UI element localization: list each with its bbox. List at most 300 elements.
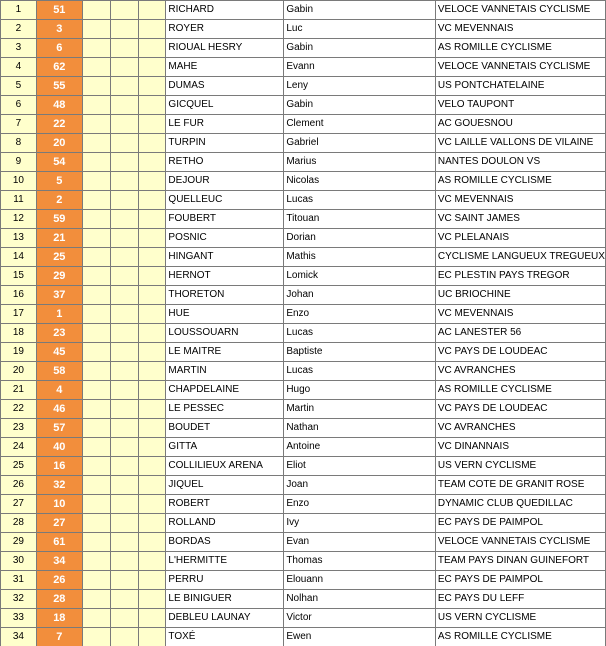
blank-cell [110, 571, 138, 590]
rank-cell: 34 [1, 628, 37, 646]
last-name-cell: LE MAITRE [166, 343, 284, 362]
last-name-cell: DUMAS [166, 77, 284, 96]
table-row [1, 1, 606, 20]
blank-cell [82, 1, 110, 20]
bib-cell: 59 [36, 210, 82, 229]
blank-cell [110, 419, 138, 438]
first-name-cell: Elouann [284, 571, 436, 590]
blank-cell [82, 457, 110, 476]
first-name-cell: Enzo [284, 305, 436, 324]
blank-cell [138, 286, 166, 305]
blank-cell [82, 210, 110, 229]
blank-cell [110, 58, 138, 77]
blank-cell [138, 400, 166, 419]
blank-cell [138, 571, 166, 590]
club-cell: VC PAYS DE LOUDEAC [435, 343, 605, 362]
table-row [1, 58, 606, 77]
blank-cell [138, 305, 166, 324]
last-name-cell: RIOUAL HESRY [166, 39, 284, 58]
club-cell: UC BRIOCHINE [435, 286, 605, 305]
blank-cell [82, 362, 110, 381]
blank-cell [82, 20, 110, 39]
rank-cell: 22 [1, 400, 37, 419]
first-name-cell: Lucas [284, 324, 436, 343]
blank-cell [138, 96, 166, 115]
first-name-cell: Baptiste [284, 343, 436, 362]
blank-cell [138, 153, 166, 172]
blank-cell [110, 457, 138, 476]
club-cell: DYNAMIC CLUB QUEDILLAC [435, 495, 605, 514]
first-name-cell: Johan [284, 286, 436, 305]
rank-cell: 29 [1, 533, 37, 552]
first-name-cell: Victor [284, 609, 436, 628]
bib-cell: 21 [36, 229, 82, 248]
blank-cell [110, 305, 138, 324]
blank-cell [110, 229, 138, 248]
rank-cell: 21 [1, 381, 37, 400]
blank-cell [82, 533, 110, 552]
rank-cell: 1 [1, 1, 37, 20]
first-name-cell: Luc [284, 20, 436, 39]
blank-cell [110, 39, 138, 58]
rank-cell: 11 [1, 191, 37, 210]
club-cell: VELOCE VANNETAIS CYCLISME [435, 533, 605, 552]
bib-cell: 26 [36, 571, 82, 590]
blank-cell [82, 58, 110, 77]
rank-cell: 9 [1, 153, 37, 172]
blank-cell [110, 628, 138, 646]
table-row [1, 590, 606, 609]
club-cell: VC AVRANCHES [435, 362, 605, 381]
last-name-cell: ROYER [166, 20, 284, 39]
bib-cell: 6 [36, 39, 82, 58]
blank-cell [138, 552, 166, 571]
rank-cell: 32 [1, 590, 37, 609]
first-name-cell: Martin [284, 400, 436, 419]
blank-cell [110, 590, 138, 609]
table-row [1, 96, 606, 115]
blank-cell [138, 229, 166, 248]
blank-cell [138, 20, 166, 39]
club-cell: AS ROMILLE CYCLISME [435, 381, 605, 400]
table-row [1, 172, 606, 191]
club-cell: EC PAYS DU LEFF [435, 590, 605, 609]
blank-cell [110, 153, 138, 172]
bib-cell: 4 [36, 381, 82, 400]
last-name-cell: LE FUR [166, 115, 284, 134]
first-name-cell: Evan [284, 533, 436, 552]
table-row [1, 628, 606, 646]
blank-cell [138, 495, 166, 514]
first-name-cell: Leny [284, 77, 436, 96]
first-name-cell: Eliot [284, 457, 436, 476]
club-cell: VC MEVENNAIS [435, 305, 605, 324]
bib-cell: 55 [36, 77, 82, 96]
blank-cell [138, 476, 166, 495]
rank-cell: 18 [1, 324, 37, 343]
bib-cell: 61 [36, 533, 82, 552]
bib-cell: 28 [36, 590, 82, 609]
last-name-cell: ROBERT [166, 495, 284, 514]
blank-cell [110, 400, 138, 419]
last-name-cell: QUELLEUC [166, 191, 284, 210]
blank-cell [82, 286, 110, 305]
table-row [1, 533, 606, 552]
rank-cell: 17 [1, 305, 37, 324]
club-cell: VC DINANNAIS [435, 438, 605, 457]
rank-cell: 7 [1, 115, 37, 134]
last-name-cell: COLLILIEUX ARENA [166, 457, 284, 476]
bib-cell: 22 [36, 115, 82, 134]
club-cell: VELOCE VANNETAIS CYCLISME [435, 1, 605, 20]
first-name-cell: Lucas [284, 191, 436, 210]
first-name-cell: Nicolas [284, 172, 436, 191]
club-cell: VC PLELANAIS [435, 229, 605, 248]
blank-cell [82, 400, 110, 419]
blank-cell [82, 628, 110, 646]
blank-cell [138, 172, 166, 191]
blank-cell [138, 590, 166, 609]
last-name-cell: ROLLAND [166, 514, 284, 533]
table-row [1, 400, 606, 419]
blank-cell [138, 58, 166, 77]
club-cell: VC AVRANCHES [435, 419, 605, 438]
last-name-cell: GICQUEL [166, 96, 284, 115]
blank-cell [82, 476, 110, 495]
blank-cell [138, 628, 166, 646]
last-name-cell: BORDAS [166, 533, 284, 552]
blank-cell [110, 362, 138, 381]
bib-cell: 1 [36, 305, 82, 324]
bib-cell: 40 [36, 438, 82, 457]
table-row [1, 134, 606, 153]
blank-cell [110, 20, 138, 39]
table-row [1, 457, 606, 476]
bib-cell: 29 [36, 267, 82, 286]
club-cell: TEAM PAYS DINAN GUINEFORT [435, 552, 605, 571]
table-row [1, 267, 606, 286]
table-row [1, 514, 606, 533]
blank-cell [110, 210, 138, 229]
blank-cell [138, 457, 166, 476]
blank-cell [138, 324, 166, 343]
first-name-cell: Nathan [284, 419, 436, 438]
last-name-cell: HERNOT [166, 267, 284, 286]
rank-cell: 8 [1, 134, 37, 153]
blank-cell [138, 362, 166, 381]
rank-cell: 3 [1, 39, 37, 58]
bib-cell: 32 [36, 476, 82, 495]
blank-cell [138, 191, 166, 210]
table-row [1, 305, 606, 324]
table-row [1, 552, 606, 571]
bib-cell: 3 [36, 20, 82, 39]
blank-cell [82, 609, 110, 628]
table-row [1, 438, 606, 457]
table-row [1, 210, 606, 229]
blank-cell [82, 343, 110, 362]
table-row [1, 362, 606, 381]
blank-cell [82, 305, 110, 324]
last-name-cell: L'HERMITTE [166, 552, 284, 571]
blank-cell [138, 514, 166, 533]
blank-cell [82, 191, 110, 210]
last-name-cell: TURPIN [166, 134, 284, 153]
blank-cell [138, 533, 166, 552]
first-name-cell: Titouan [284, 210, 436, 229]
rank-cell: 19 [1, 343, 37, 362]
blank-cell [138, 438, 166, 457]
blank-cell [138, 115, 166, 134]
last-name-cell: LE BINIGUER [166, 590, 284, 609]
club-cell: AS ROMILLE CYCLISME [435, 172, 605, 191]
bib-cell: 25 [36, 248, 82, 267]
blank-cell [138, 419, 166, 438]
last-name-cell: HINGANT [166, 248, 284, 267]
table-row [1, 381, 606, 400]
last-name-cell: MAHE [166, 58, 284, 77]
table-row [1, 419, 606, 438]
blank-cell [138, 381, 166, 400]
club-cell: VC PAYS DE LOUDEAC [435, 400, 605, 419]
rank-cell: 12 [1, 210, 37, 229]
blank-cell [82, 495, 110, 514]
rank-cell: 24 [1, 438, 37, 457]
bib-cell: 5 [36, 172, 82, 191]
first-name-cell: Joan [284, 476, 436, 495]
blank-cell [82, 419, 110, 438]
blank-cell [110, 172, 138, 191]
blank-cell [138, 267, 166, 286]
blank-cell [110, 324, 138, 343]
last-name-cell: JIQUEL [166, 476, 284, 495]
blank-cell [138, 210, 166, 229]
last-name-cell: CHAPDELAINE [166, 381, 284, 400]
club-cell: VC MEVENNAIS [435, 20, 605, 39]
last-name-cell: BOUDET [166, 419, 284, 438]
first-name-cell: Hugo [284, 381, 436, 400]
first-name-cell: Gabin [284, 1, 436, 20]
rank-cell: 27 [1, 495, 37, 514]
first-name-cell: Gabin [284, 39, 436, 58]
club-cell: EC PAYS DE PAIMPOL [435, 514, 605, 533]
blank-cell [110, 96, 138, 115]
blank-cell [110, 267, 138, 286]
blank-cell [82, 267, 110, 286]
rank-cell: 13 [1, 229, 37, 248]
blank-cell [110, 514, 138, 533]
bib-cell: 48 [36, 96, 82, 115]
bib-cell: 2 [36, 191, 82, 210]
blank-cell [110, 115, 138, 134]
table-row [1, 115, 606, 134]
first-name-cell: Enzo [284, 495, 436, 514]
club-cell: VELOCE VANNETAIS CYCLISME [435, 58, 605, 77]
first-name-cell: Marius [284, 153, 436, 172]
club-cell: EC PAYS DE PAIMPOL [435, 571, 605, 590]
rank-cell: 14 [1, 248, 37, 267]
rank-cell: 15 [1, 267, 37, 286]
last-name-cell: POSNIC [166, 229, 284, 248]
club-cell: EC PLESTIN PAYS TREGOR [435, 267, 605, 286]
table-row [1, 571, 606, 590]
rank-cell: 5 [1, 77, 37, 96]
rank-cell: 2 [1, 20, 37, 39]
blank-cell [138, 77, 166, 96]
blank-cell [138, 39, 166, 58]
rank-cell: 10 [1, 172, 37, 191]
club-cell: VC SAINT JAMES [435, 210, 605, 229]
table-row [1, 343, 606, 362]
blank-cell [110, 191, 138, 210]
club-cell: US VERN CYCLISME [435, 457, 605, 476]
last-name-cell: LE PESSEC [166, 400, 284, 419]
blank-cell [138, 343, 166, 362]
blank-cell [110, 248, 138, 267]
blank-cell [110, 381, 138, 400]
club-cell: NANTES DOULON VS [435, 153, 605, 172]
blank-cell [110, 134, 138, 153]
bib-cell: 7 [36, 628, 82, 646]
blank-cell [110, 495, 138, 514]
first-name-cell: Mathis [284, 248, 436, 267]
blank-cell [138, 609, 166, 628]
table-row [1, 286, 606, 305]
blank-cell [82, 438, 110, 457]
last-name-cell: PERRU [166, 571, 284, 590]
club-cell: VC LAILLE VALLONS DE VILAINE [435, 134, 605, 153]
last-name-cell: FOUBERT [166, 210, 284, 229]
table-row [1, 324, 606, 343]
blank-cell [138, 1, 166, 20]
last-name-cell: THORETON [166, 286, 284, 305]
bib-cell: 46 [36, 400, 82, 419]
club-cell: AS ROMILLE CYCLISME [435, 39, 605, 58]
first-name-cell: Gabriel [284, 134, 436, 153]
bib-cell: 23 [36, 324, 82, 343]
rank-cell: 4 [1, 58, 37, 77]
first-name-cell: Dorian [284, 229, 436, 248]
club-cell: US VERN CYCLISME [435, 609, 605, 628]
club-cell: AC LANESTER 56 [435, 324, 605, 343]
blank-cell [110, 552, 138, 571]
club-cell: AS ROMILLE CYCLISME [435, 628, 605, 646]
table-row [1, 476, 606, 495]
club-cell: US PONTCHATELAINE [435, 77, 605, 96]
last-name-cell: RETHO [166, 153, 284, 172]
blank-cell [82, 229, 110, 248]
blank-cell [82, 153, 110, 172]
rank-cell: 33 [1, 609, 37, 628]
bib-cell: 62 [36, 58, 82, 77]
last-name-cell: LOUSSOUARN [166, 324, 284, 343]
blank-cell [110, 609, 138, 628]
results-rows [1, 1, 606, 646]
rank-cell: 6 [1, 96, 37, 115]
blank-cell [82, 381, 110, 400]
bib-cell: 16 [36, 457, 82, 476]
blank-cell [110, 476, 138, 495]
table-row [1, 39, 606, 58]
bib-cell: 58 [36, 362, 82, 381]
blank-cell [138, 248, 166, 267]
last-name-cell: GITTA [166, 438, 284, 457]
bib-cell: 34 [36, 552, 82, 571]
bib-cell: 51 [36, 1, 82, 20]
blank-cell [110, 286, 138, 305]
blank-cell [82, 324, 110, 343]
blank-cell [110, 77, 138, 96]
blank-cell [82, 39, 110, 58]
blank-cell [82, 514, 110, 533]
rank-cell: 30 [1, 552, 37, 571]
bib-cell: 20 [36, 134, 82, 153]
first-name-cell: Ewen [284, 628, 436, 646]
first-name-cell: Clement [284, 115, 436, 134]
club-cell: TEAM COTE DE GRANIT ROSE [435, 476, 605, 495]
last-name-cell: RICHARD [166, 1, 284, 20]
rank-cell: 23 [1, 419, 37, 438]
last-name-cell: TOXÉ [166, 628, 284, 646]
first-name-cell: Ivy [284, 514, 436, 533]
bib-cell: 57 [36, 419, 82, 438]
table-row [1, 20, 606, 39]
blank-cell [82, 248, 110, 267]
table-row [1, 248, 606, 267]
blank-cell [110, 533, 138, 552]
last-name-cell: DEBLEU LAUNAY [166, 609, 284, 628]
blank-cell [82, 96, 110, 115]
rank-cell: 20 [1, 362, 37, 381]
bib-cell: 37 [36, 286, 82, 305]
blank-cell [82, 172, 110, 191]
table-row [1, 609, 606, 628]
first-name-cell: Thomas [284, 552, 436, 571]
blank-cell [82, 134, 110, 153]
last-name-cell: MARTIN [166, 362, 284, 381]
blank-cell [138, 134, 166, 153]
first-name-cell: Lomick [284, 267, 436, 286]
first-name-cell: Lucas [284, 362, 436, 381]
first-name-cell: Gabin [284, 96, 436, 115]
blank-cell [82, 590, 110, 609]
bib-cell: 18 [36, 609, 82, 628]
rank-cell: 25 [1, 457, 37, 476]
first-name-cell: Nolhan [284, 590, 436, 609]
last-name-cell: DEJOUR [166, 172, 284, 191]
blank-cell [82, 552, 110, 571]
club-cell: CYCLISME LANGUEUX TREGUEUX [435, 248, 605, 267]
rank-cell: 28 [1, 514, 37, 533]
club-cell: AC GOUESNOU [435, 115, 605, 134]
rank-cell: 16 [1, 286, 37, 305]
bib-cell: 27 [36, 514, 82, 533]
blank-cell [82, 115, 110, 134]
club-cell: VC MEVENNAIS [435, 191, 605, 210]
table-row [1, 495, 606, 514]
bib-cell: 54 [36, 153, 82, 172]
bib-cell: 45 [36, 343, 82, 362]
bib-cell: 10 [36, 495, 82, 514]
blank-cell [110, 438, 138, 457]
first-name-cell: Evann [284, 58, 436, 77]
blank-cell [82, 77, 110, 96]
rank-cell: 31 [1, 571, 37, 590]
last-name-cell: HUE [166, 305, 284, 324]
table-row [1, 229, 606, 248]
first-name-cell: Antoine [284, 438, 436, 457]
blank-cell [110, 1, 138, 20]
